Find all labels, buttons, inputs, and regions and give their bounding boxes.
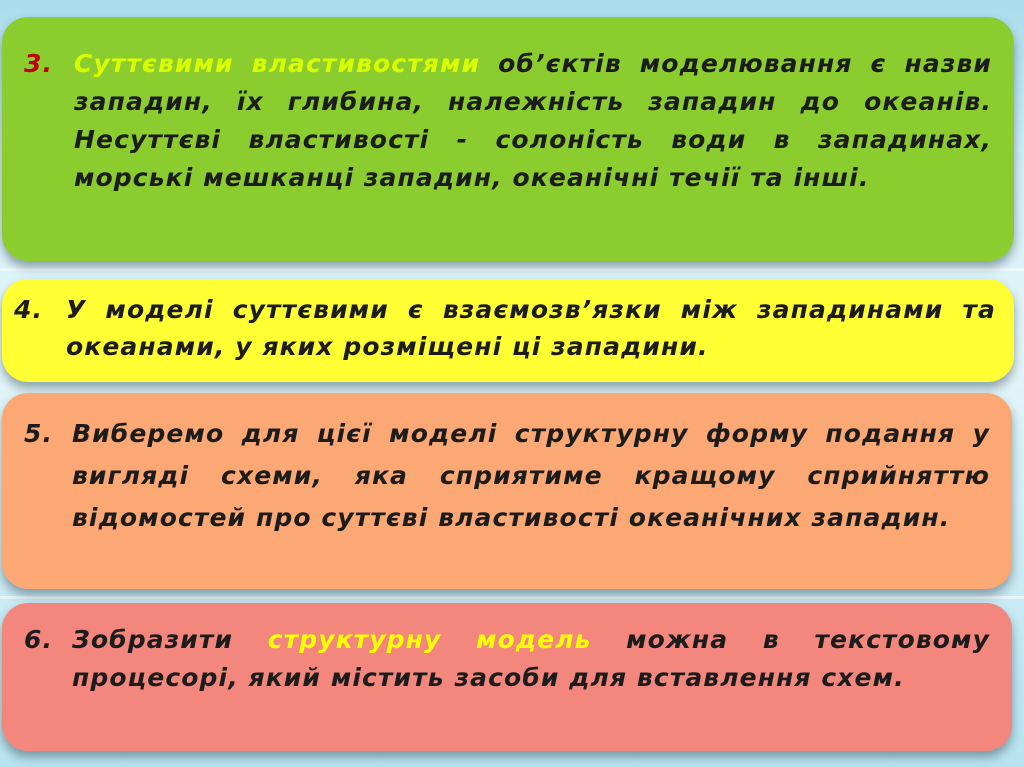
point-4 <box>14 291 996 365</box>
point-6-end: . <box>894 663 905 692</box>
point-5 <box>24 413 990 539</box>
point-3-body: об’єктів моделювання є назви западин, їх глибина, належність западин до океанів. Несуттєві властивості - солоність води в западинах, морські мешканці западин, океанічні течії та інші <box>74 49 993 192</box>
point-6-number: 6. <box>24 625 54 654</box>
point-3-end: . <box>858 163 870 192</box>
point-5-box <box>2 393 1012 589</box>
point-4-text <box>66 291 996 365</box>
point-4-box <box>2 279 1014 382</box>
point-6-body: можна в текстовому процесорі, який містить засоби для вставлення схем <box>72 625 990 692</box>
point-3-text <box>74 45 992 197</box>
point-3-box <box>2 17 1014 261</box>
point-6 <box>24 621 990 697</box>
point-6-highlight: структурну модель <box>267 625 592 654</box>
point-4-body: У моделі суттєвими є взаємозв’язки між западинами та океанами, у яких розміщені ці западини <box>66 295 996 361</box>
point-5-end: . <box>939 503 951 532</box>
point-3-number: 3. <box>24 49 54 78</box>
point-6-text <box>72 621 990 697</box>
point-5-number: 5. <box>24 419 54 448</box>
point-6-pre: Зобразити <box>72 625 268 654</box>
point-4-number: 4. <box>14 295 44 324</box>
point-3-highlight: Суттєвими властивостями <box>74 49 481 78</box>
point-4-end: . <box>698 332 709 361</box>
point-5-body: Виберемо для цієї моделі структурну форму подання у вигляді схеми, яка сприятиме кращому сприйняттю відомостей про суттєві властивості океанічних западин <box>72 419 990 532</box>
point-6-box <box>2 603 1012 751</box>
point-5-text <box>72 413 990 539</box>
background-stripe <box>0 268 1024 271</box>
point-3 <box>24 45 992 197</box>
background-stripe <box>0 596 1024 599</box>
